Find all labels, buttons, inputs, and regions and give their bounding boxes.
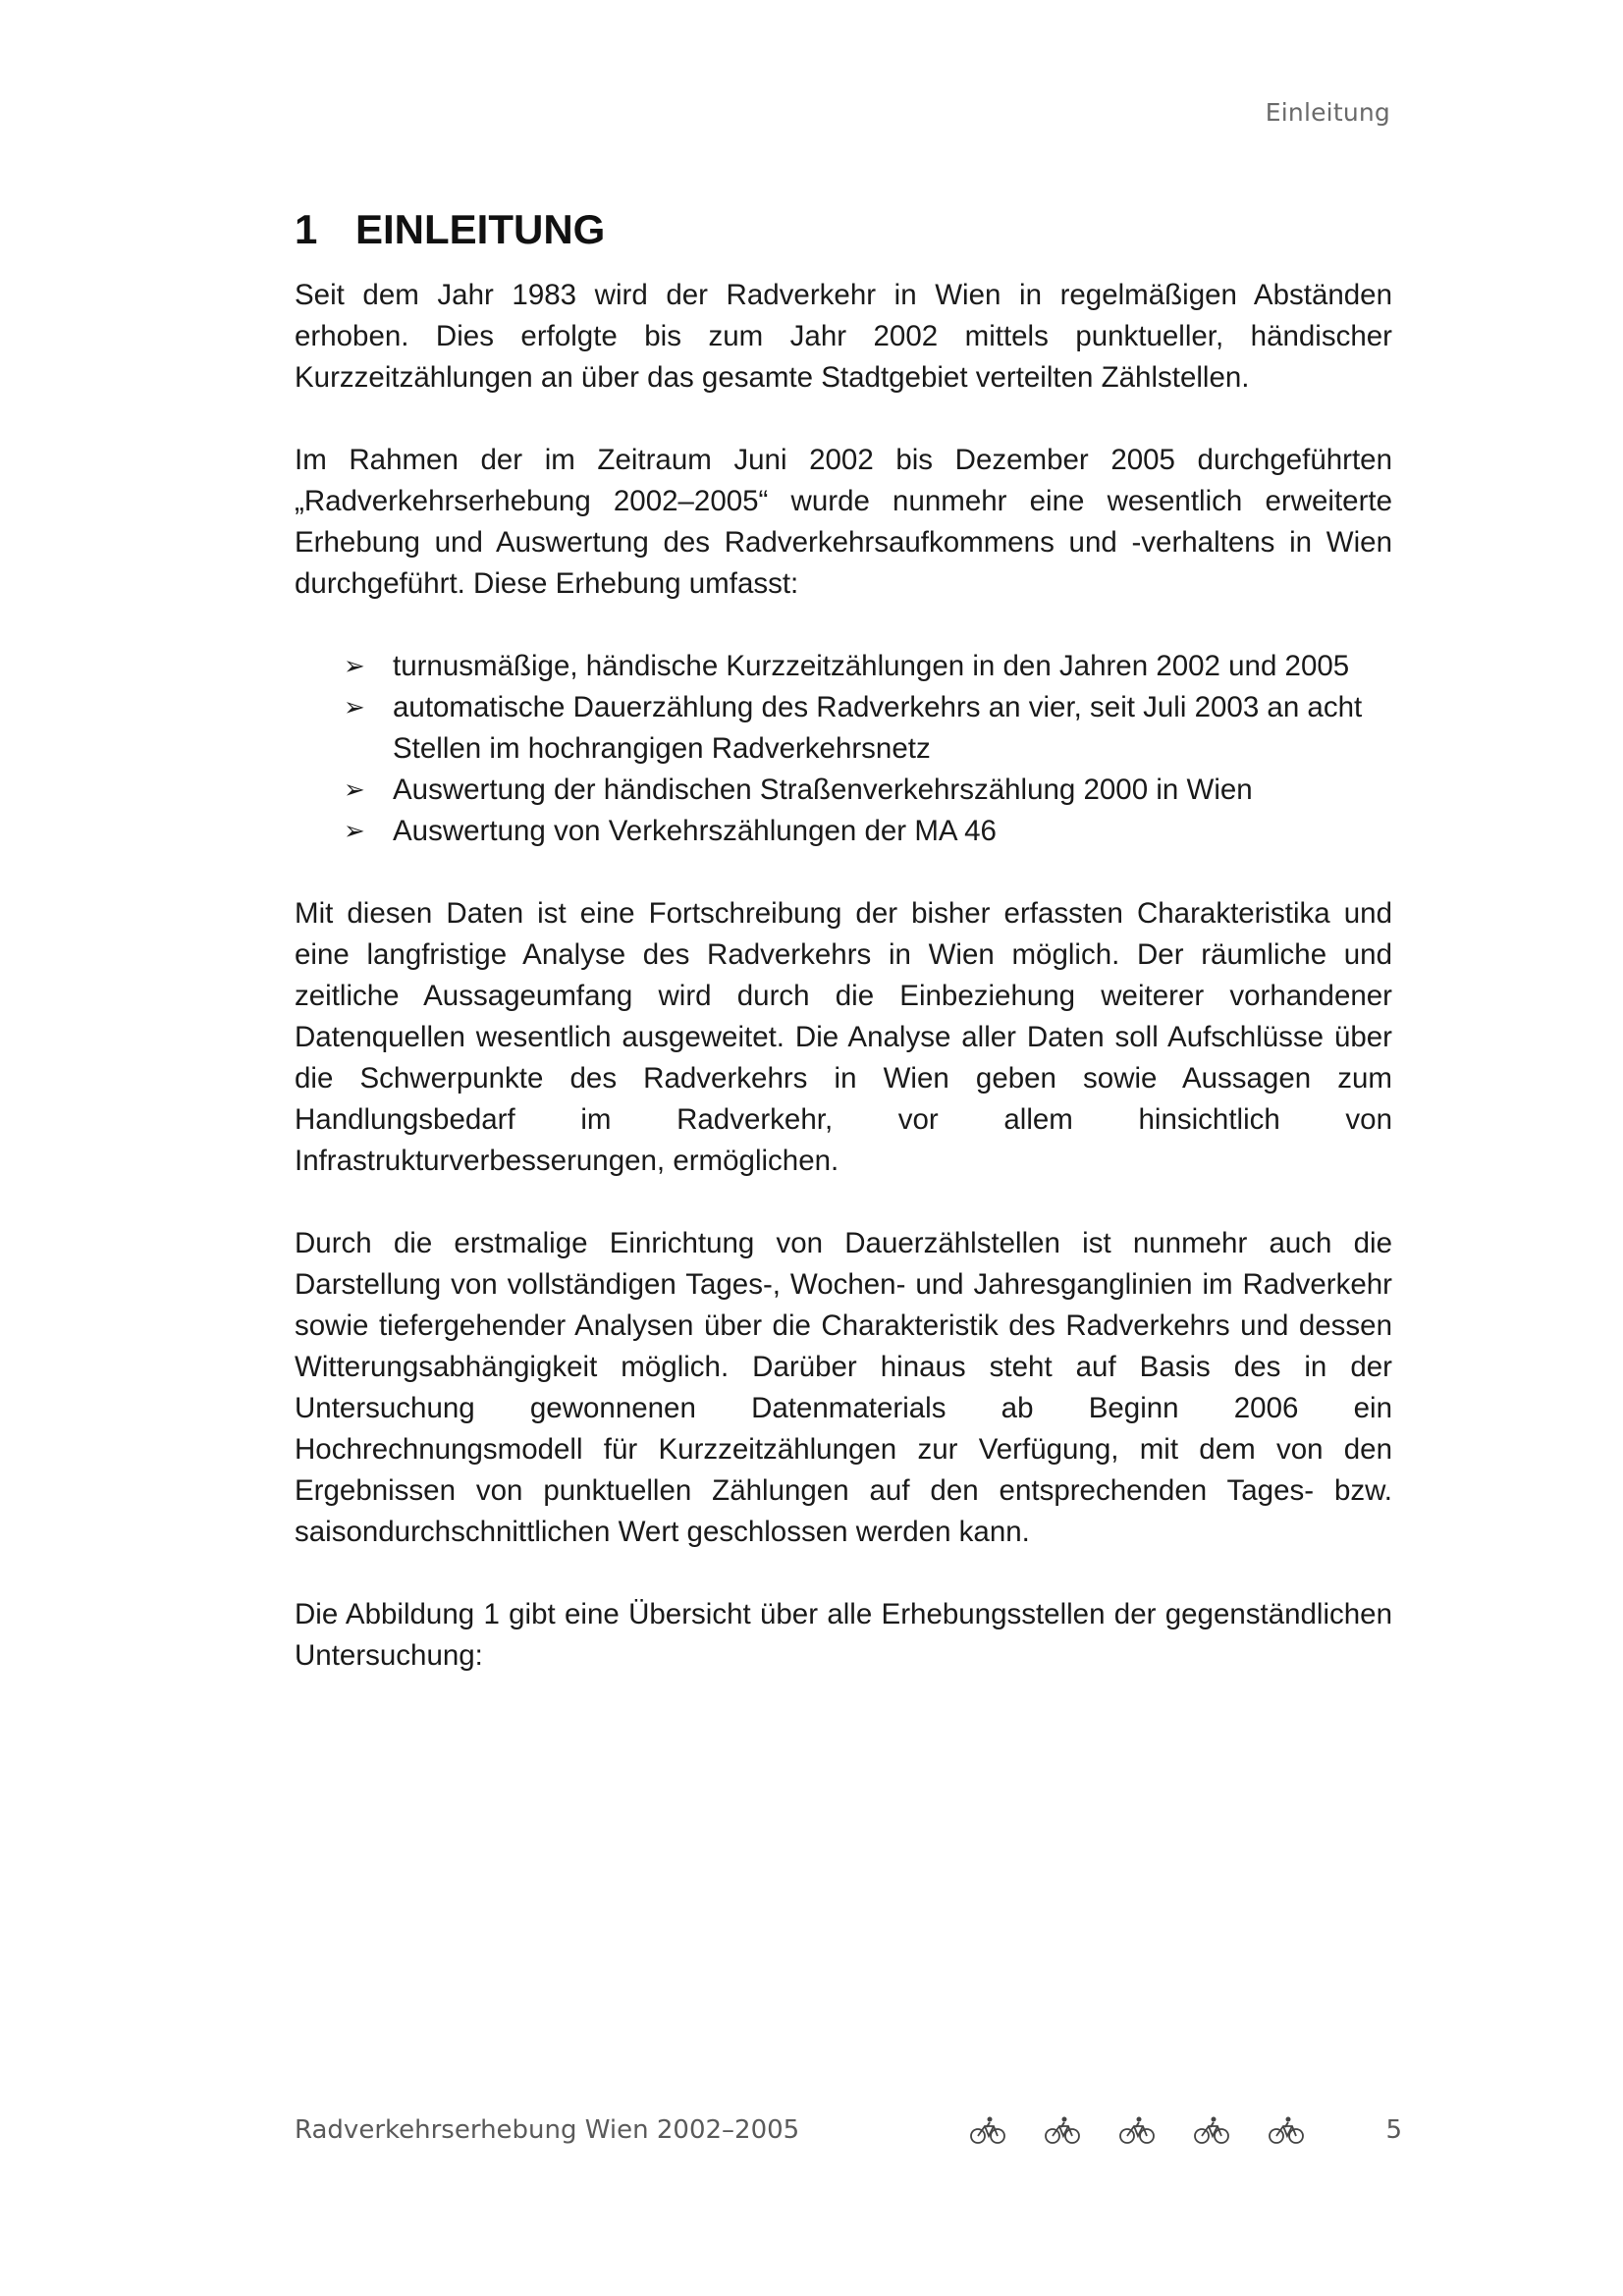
footer-title: Radverkehrserhebung Wien 2002–2005 (295, 2115, 800, 2145)
paragraph-5: Die Abbildung 1 gibt eine Übersicht über alle Erhebungsstellen der gegenständlichen Untersuchung: (295, 1598, 1392, 1672)
bicycle-icon-row (970, 2115, 1304, 2145)
page-number: 5 (1385, 2115, 1402, 2145)
list-item-text: Auswertung von Verkehrszählungen der MA 46 (393, 815, 997, 847)
arrowhead-bullet-icon: ➢ (344, 775, 365, 805)
list-item (344, 811, 1392, 852)
page-footer (295, 2115, 1402, 2155)
list-item (344, 687, 1392, 770)
chapter-number: 1 (295, 206, 318, 252)
bicycle-icon (1119, 2115, 1155, 2145)
list-item-text: automatische Dauerzählung des Radverkehrs an vier, seit Juli 2003 an acht Stellen im hochrangigen Radverkehrsnetz (393, 691, 1363, 765)
survey-components-list (295, 646, 1392, 852)
arrowhead-bullet-icon: ➢ (344, 817, 365, 846)
running-header: Einleitung (1265, 98, 1390, 127)
arrowhead-bullet-icon: ➢ (344, 652, 365, 681)
list-item (344, 770, 1392, 811)
bicycle-icon (1269, 2115, 1304, 2145)
paragraph-3: Mit diesen Daten ist eine Fortschreibung der bisher erfassten Charakteristika und eine langfristige Analyse des Radverkehrs in Wien möglich. Der räumliche und zeitliche Aussageumfang wird durch die Einbeziehung weiterer vorhandener Datenquellen wesentlich ausgeweitet. Die Analyse aller Daten soll Aufschlüsse über die Schwerpunkte des Radverkehrs in Wien geben sowie Aussagen zum Handlungsbedarf im Radverkehr, vor allem hinsichtlich von Infrastrukturverbesserungen, ermöglichen. (295, 897, 1392, 1177)
chapter-heading (295, 206, 1392, 253)
chapter-title: EINLEITUNG (355, 206, 606, 252)
list-item-text: turnusmäßige, händische Kurzzeitzählungen in den Jahren 2002 und 2005 (393, 650, 1350, 682)
bicycle-icon (970, 2115, 1005, 2145)
bicycle-icon (1045, 2115, 1080, 2145)
list-item-text: Auswertung der händischen Straßenverkehrszählung 2000 in Wien (393, 774, 1253, 806)
page-content (295, 206, 1392, 1677)
paragraph-1: Seit dem Jahr 1983 wird der Radverkehr in Wien in regelmäßigen Abständen erhoben. Dies erfolgte bis zum Jahr 2002 mittels punktueller, händischer Kurzzeitzählungen an über das gesamte Stadtgebiet verteilten Zählstellen. (295, 279, 1392, 394)
list-item (344, 646, 1392, 687)
paragraph-4: Durch die erstmalige Einrichtung von Dauerzählstellen ist nunmehr auch die Darstellung von vollständigen Tages-, Wochen- und Jahresganglinien im Radverkehr sowie tiefergehender Analysen über die Charakteristik des Radverkehrs und dessen Witterungsabhängigkeit möglich. Darüber hinaus steht auf Basis des in der Untersuchung gewonnenen Datenmaterials ab Beginn 2006 ein Hochrechnungsmodell für Kurzzeitzählungen zur Verfügung, mit dem von den Ergebnissen von punktuellen Zählungen auf den entsprechenden Tages- bzw. saisondurchschnittlichen Wert geschlossen werden kann. (295, 1227, 1392, 1548)
paragraph-2: Im Rahmen der im Zeitraum Juni 2002 bis Dezember 2005 durchgeführten „Radverkehrserhebung 2002–2005“ wurde nunmehr eine wesentlich erweiterte Erhebung und Auswertung des Radverkehrsaufkommens und -verhaltens in Wien durchgeführt. Diese Erhebung umfasst: (295, 444, 1392, 600)
bicycle-icon (1194, 2115, 1229, 2145)
arrowhead-bullet-icon: ➢ (344, 693, 365, 722)
